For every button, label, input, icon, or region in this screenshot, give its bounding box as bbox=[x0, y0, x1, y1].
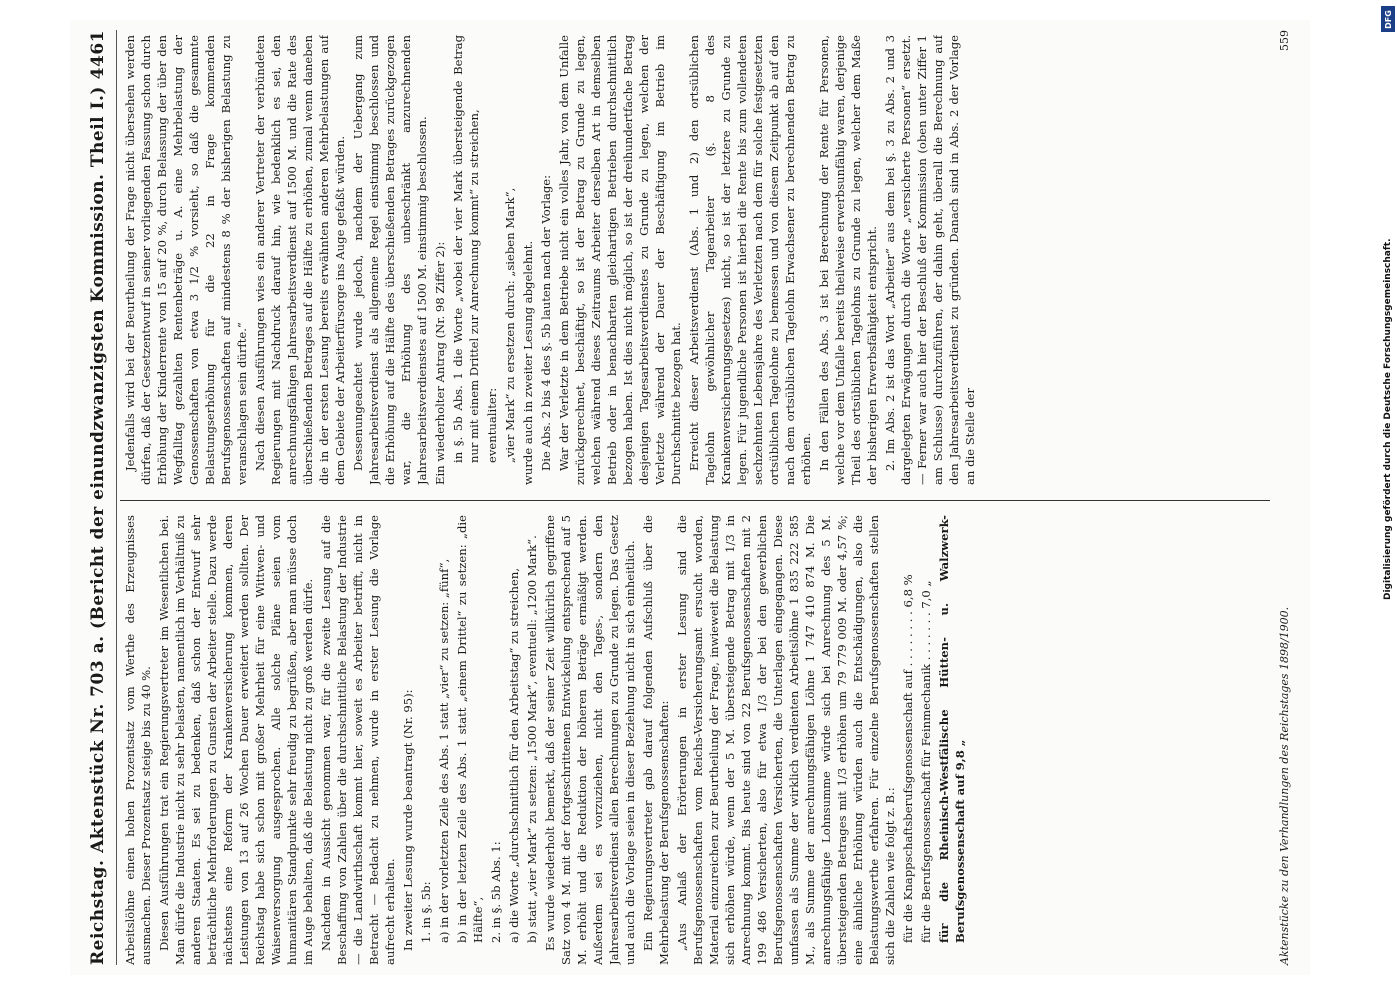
paragraph: Nachdem in Aussicht genommen war, für die zweite Lesung auf die Beschaffung von Zahlen über die durchschnittliche Belastung der Industrie — die Landwirthschaft kommt hier, soweit es Arbeiter betrifft, nicht in Betracht — Bedacht zu nehmen, wurde in erster Lesung die Vorlage aufrecht erhalten. bbox=[319, 515, 397, 965]
left-column bbox=[122, 515, 1272, 965]
sidebar bbox=[1379, 0, 1397, 1000]
paragraph: In den Fällen des Abs. 3 ist bei Berechnung der Rente für Personen, welche vor dem Unfalle bereits theilweise erwerbsunfähig waren, derjenige Theil des ortsüblichen Tagelohns zu Grunde zu legen, welcher dem Maße der bisherigen Erwerbsfähigkeit entspricht. bbox=[817, 35, 879, 485]
header-left: Reichstag. bbox=[88, 859, 108, 965]
list-item: eventualiter: bbox=[485, 387, 499, 463]
sheet-number: 559 bbox=[1278, 30, 1291, 51]
paragraph: 2. Im Abs. 2 ist das Wort „Arbeiter“ aus dem bei §. 3 zu Abs. 2 und 3 dargelegten Erwägungen durch die Worte „versicherte Personen“ ersetzt. — Ferner war auch hier der Beschluß der Kommission (oben unter Ziffer 1 am Schlusse) durchzuführen, der dahin geht, überall die Berechnung auf den Jahresarbeitsverdienst zu gründen. Danach sind in Abs. 2 der Vorlage an die Stelle der bbox=[883, 35, 977, 485]
list-item: b) statt „vier Mark“ zu setzen: „1500 Mark“, eventuell: „1200 Mark“. bbox=[525, 535, 539, 943]
column-divider bbox=[120, 500, 1270, 501]
paragraph: Diesen Ausführungen trat ein Regierungsvertreter im Wesentlichen bei. Man dürfe die Industrie nicht zu sehr belasten, namentlich im Verhältniß zu anderen Staaten. Es sei zu bedenken, daß schon der Entwurf sehr beträchtliche Mehrforderungen zu Gunsten der Arbeiter stelle. Dazu werde nächstens eine Reform der Krankenversicherung kommen, deren Leistungen von 13 auf 26 Wochen Dauer erweitert werden sollten. Der Reichstag habe sich schon mit großer Mehrheit für eine Wittwen- und Waisenversorgung ausgesprochen. Alle solche Pläne seien vom humanitären Standpunkte sehr freudig zu begrüßen, aber man müsse doch im Auge behalten, daß die Belastung nicht zu groß werden dürfe. bbox=[157, 515, 315, 965]
list-item: in §. 5b Abs. 1 die Worte „wobei der vier Mark übersteigende Betrag nur mit einem Drittel zur Anrechnung kommt“ zu streichen, bbox=[451, 35, 481, 463]
paragraph: Jedenfalls wird bei der Beurtheilung der Frage nicht übersehen werden dürfen, daß der Gesetzentwurf in seiner vorliegenden Fassung schon durch Erhöhung der Kinderrente von 15 auf 20 %, durch Belassung der über den Wegfalltag gezahlten Rentenbeträge u. A. eine Mehrbelastung der Genossenschaften von etwa 3 1/2 % vorsieht, so daß die gesammte Belastungserhöhung für die 22 in Frage kommenden Berufsgenossenschaften auf mindestens 8 % der bisherigen Belastung zu veranschlagen sein dürfte.“ bbox=[123, 35, 249, 485]
paragraph: Die Abs. 2 bis 4 des §. 5b lauten nach der Vorlage: bbox=[539, 174, 553, 471]
footer-note: Aktenstücke zu den Verhandlungen des Reichstages 1898/1900. bbox=[1278, 606, 1291, 965]
paragraph: wurde auch in zweiter Lesung abgelehnt. bbox=[521, 240, 535, 485]
paragraph: Ein Regierungsvertreter gab darauf folgenden Aufschluß über die Mehrbelastung der Berufsgenossenschaften: bbox=[641, 515, 671, 965]
paragraph: War der Verletzte in dem Betriebe nicht ein volles Jahr, von dem Unfalle zurückgerechnet, beschäftigt, so ist der Betrag zu Grunde zu legen, welchen während dieses Zeitraums Arbeiter derselben Art in demselben Betrieb oder in benachbarten gleichartigen Betrieben durchschnittlich bezogen haben. Ist dies nicht möglich, so ist der dreihundertfache Betrag desjenigen Tagesarbeitsverdienstes zu Grunde zu legen, welchen der Verletzte während der Dauer der Beschäftigung im Betrieb im Durchschnitte bezogen hat. bbox=[557, 35, 683, 485]
page-footer bbox=[1278, 30, 1291, 965]
credit-text: Digitalisierung gefördert durch die Deutsche Forschungsgemeinschaft. bbox=[1383, 238, 1393, 600]
header-title: Aktenstück Nr. 703 a. (Bericht der einundzwanzigsten Kommission. Theil I.) bbox=[88, 86, 108, 853]
table-row: für die Knappschaftsberufsgenossenschaft auf . . . . . . . . 6,8 % bbox=[901, 574, 915, 943]
list-item: „vier Mark“ zu ersetzen durch: „sieben Mark“, bbox=[503, 187, 517, 463]
paragraph: Nach diesen Ausführungen wies ein anderer Vertreter der verbündeten Regierungen mit Nachdruck darauf hin, wie bedenklich es sei, den anrechnungsfähigen Jahresarbeitsverdienst auf 1500 M. und die Rate des überschießenden Betrages auf die Hälfte zu erhöhen, zumal wenn daneben die in der ersten Lesung bereits erwähnten anderen Mehrbelastungen auf dem Gebiete der Arbeiterfürsorge ins Auge gefaßt würden. bbox=[253, 35, 347, 485]
list-item: b) in der letzten Zeile des Abs. 1 statt „einem Drittel“ zu setzen: „die Hälfte“, bbox=[455, 515, 485, 943]
right-column bbox=[122, 35, 1272, 485]
list-item: 2. in §. 5b Abs. 1: bbox=[489, 841, 503, 943]
paragraph: In zweiter Lesung wurde beantragt (Nr. 95): bbox=[401, 689, 415, 951]
list-item: a) in der vorletzten Zeile des Abs. 1 statt „vier“ zu setzen: „fünf“, bbox=[437, 558, 451, 943]
paragraph: Ein wiederholter Antrag (Nr. 98 Ziffer 2): bbox=[433, 241, 447, 485]
paragraph: Dessenungeachtet wurde jedoch, nachdem der Uebergang zum Jahresarbeitsverdienst als allgemeine Regel einstimmig beschlossen und die Erhöhung auf die Hälfte des überschießenden Betrages zurückgezogen war, die Erhöhung des unbeschränkt anzurechnenden Jahresarbeitsverdienstes auf 1500 M. einstimmig beschlossen. bbox=[351, 35, 429, 485]
list-item: a) die Worte „durchschnittlich für den Arbeitstag“ zu streichen, bbox=[507, 567, 521, 943]
table-row: für die Berufsgenossenschaft für Feinmechanik . . . . . . . 7,0 „ bbox=[919, 580, 933, 943]
paragraph: „Aus Anlaß der Erörterungen in erster Lesung sind die Berufsgenossenschaften vom Reichs-Versicherungsamt ersucht worden, Material einzureichen zur Beurtheilung der Frage, inwieweit die Belastung sich erhöhen würde, wenn der 5 M. übersteigende Betrag mit 1/3 in Anrechnung kommt. Bis heute sind von 22 Berufsgenossenschaften mit 2 199 486 Versicherten, also für etwa 1/3 der bei den gewerblichen Berufsgenossenschaften Versicherten, die Unterlagen eingegangen. Diese umfassen als Summe der wirklich verdienten Arbeitslöhne 1 835 222 585 M., als Summe der anrechnungsfähigen Löhne 1 747 410 874 M. Die anrechnungsfähige Lohnsumme würde sich bei Anrechnung des 5 M. übersteigenden Betrages mit 1/3 erhöhen um 79 779 009 M. oder 4,57 %; eine ähnliche Erhöhung würden auch die Entschädigungen, also die Belastungswerthe erfahren. Für einzelne Berufsgenossenschaften stellen sich die Zahlen wie folgt z. B.: bbox=[675, 515, 897, 965]
table-row: für die Rheinisch-Westfälische Hütten- u. Walzwerk-Berufsgenossenschaft auf 9,8 „ bbox=[937, 515, 967, 943]
page-header bbox=[80, 30, 117, 965]
page-number: 4461 bbox=[88, 30, 108, 80]
logo-text: DFG bbox=[1383, 9, 1393, 29]
paragraph: Arbeitslöhne einen hohen Prozentsatz vom Werthe des Erzeugnisses ausmachen. Dieser Prozentsatz steige bis zu 40 %. bbox=[123, 515, 153, 965]
paragraph: Erreicht dieser Arbeitsverdienst (Abs. 1 und 2) den ortsüblichen Tagelohn gewöhnlicher Tagearbeiter (§. 8 des Krankenversicherungsgesetzes) nicht, so ist der letztere zu Grunde zu legen. Für jugendliche Personen ist hierbei die Rente bis zum vollendeten sechzehnten Lebensjahre des Verletzten nach dem für solche festgesetzten ortsüblichen Tagelohne zu bemessen und von diesem Zeitpunkt ab auf den nach dem ortsüblichen Tagelohn Erwachsener zu berechnenden Betrag zu erhöhen. bbox=[687, 35, 813, 485]
list-item: 1. in §. 5b: bbox=[419, 881, 433, 943]
dfg-logo-icon bbox=[1381, 6, 1395, 32]
document-page bbox=[70, 20, 1310, 975]
paragraph: Es wurde wiederholt bemerkt, daß der seiner Zeit willkürlich gegriffene Satz von 4 M. mit der fortgeschrittenen Entwickelung entsprechend auf 5 M. erhöht und die Reduktion der höheren Beträge ermäßigt werden. Außerdem sei es vorzuziehen, nicht den Tages-, sondern den Jahresarbeitsverdienst allen Berechnungen zu Grunde zu legen. Das Gesetz und auch die Vorlage seien in dieser Beziehung nicht in sich einheitlich. bbox=[543, 515, 637, 965]
